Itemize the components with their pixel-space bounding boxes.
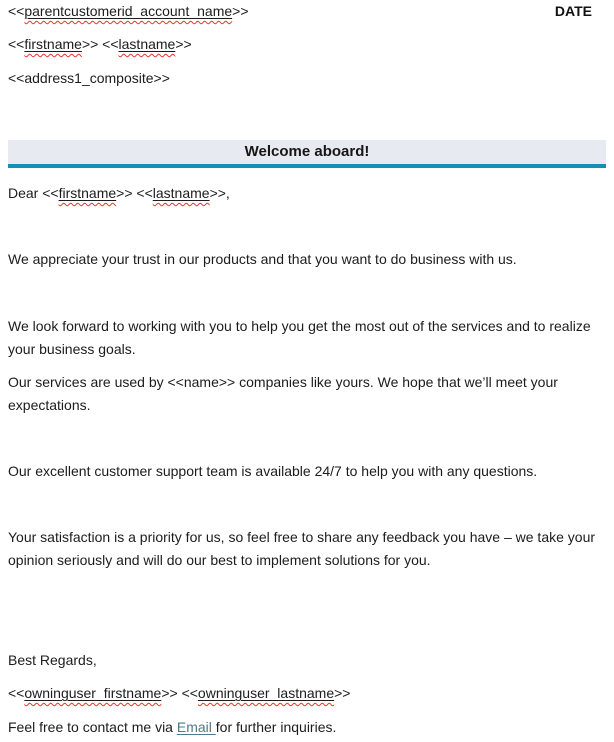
- recipient-address-line: <<address1_composite>>: [8, 70, 170, 86]
- closing-regards: Best Regards,: [8, 652, 97, 668]
- recipient-name-line: <<firstname>> <<lastname>>: [8, 36, 192, 52]
- merge-field-firstname: firstname: [24, 36, 82, 52]
- recipient-account-line: [8, 0, 606, 23]
- merge-field-firstname: firstname: [58, 185, 117, 201]
- merge-field-owninguser-lastname: owninguser_lastname: [197, 685, 335, 701]
- contact-line: Feel free to contact me via Email for further inquiries.: [8, 719, 337, 735]
- paragraph-trust: We appreciate your trust in our products and that you want to do business with us.: [8, 251, 517, 267]
- welcome-banner: [8, 140, 606, 168]
- email-link[interactable]: Email: [176, 719, 216, 735]
- banner-title: Welcome aboard!: [244, 143, 370, 160]
- merge-field-lastname: lastname: [152, 185, 210, 201]
- signature-line: <<owninguser_firstname>> <<owninguser_lastname>>: [8, 685, 351, 701]
- paragraph-satisfaction: Your satisfaction is a priority for us, so feel free to share any feedback you have – we take your opinion seriously and will do our best to implement solutions for you.: [8, 529, 596, 568]
- merge-field-account-name: parentcustomerid_account_name: [24, 3, 233, 19]
- salutation-line: Dear <<firstname>> <<lastname>>,: [8, 185, 230, 201]
- paragraph-services: Our services are used by <<name>> companies like yours. We hope that we’ll meet your expectations.: [8, 374, 558, 413]
- paragraph-support: Our excellent customer support team is available 24/7 to help you with any questions.: [8, 463, 538, 479]
- paragraph-look-forward: We look forward to working with you to help you get the most out of the services and to realize your business goals.: [8, 318, 591, 357]
- date-label: DATE: [554, 3, 592, 19]
- account-name-placeholder: <<parentcustomerid_account_name>>: [8, 3, 249, 19]
- merge-field-owninguser-firstname: owninguser_firstname: [24, 685, 162, 701]
- merge-field-lastname: lastname: [118, 36, 176, 52]
